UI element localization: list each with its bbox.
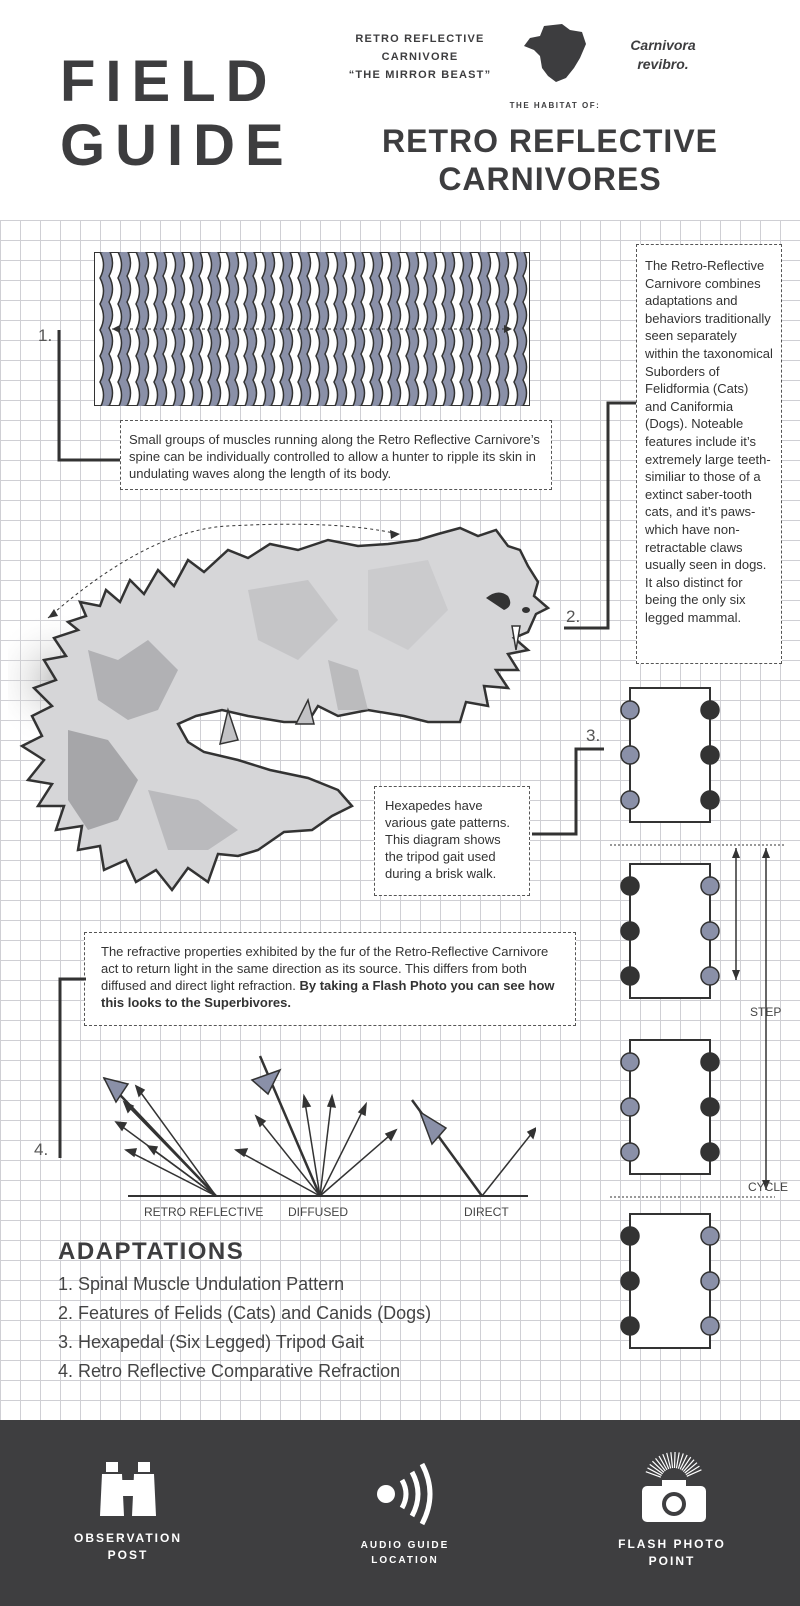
gait-foot: [621, 791, 639, 809]
page-title: [60, 50, 294, 178]
gait-foot: [621, 922, 639, 940]
scientific-line-1: Carnivora: [630, 37, 696, 53]
scientific-line-2: revibro.: [637, 56, 689, 72]
connector-3: [528, 746, 608, 840]
binoculars-icon: [98, 1460, 158, 1518]
habitat-label: THE HABITAT OF:: [509, 101, 601, 110]
observation-post-label: [38, 1530, 218, 1564]
flash-line-1: FLASH PHOTO: [618, 1537, 726, 1551]
common-name-line-1: RETRO REFLECTIVE: [355, 33, 485, 45]
tripod-gait-diagram: [600, 680, 800, 1360]
habitat-line-2: CARNIVORES: [438, 161, 662, 197]
gait-foot: [621, 1272, 639, 1290]
habitat-line-1: RETRO REFLECTIVE: [381, 123, 718, 159]
gait-foot: [621, 1227, 639, 1245]
adaptation-item: 3. Hexapedal (Six Legged) Tripod Gait: [58, 1332, 365, 1352]
gait-foot: [621, 1053, 639, 1071]
scientific-name: [608, 36, 718, 74]
section-number-4: 4.: [34, 1140, 49, 1159]
observation-line-1: OBSERVATION: [73, 1531, 182, 1545]
gait-foot: [621, 967, 639, 985]
gait-foot: [621, 877, 639, 895]
section-number-3: 3.: [586, 726, 601, 745]
direct-label: DIRECT: [464, 1205, 509, 1219]
gait-foot: [701, 1317, 719, 1335]
common-name: [340, 30, 500, 84]
undulation-pattern: [94, 252, 530, 406]
title-line-1: FIELD: [60, 49, 278, 114]
gait-frame: [630, 1214, 710, 1348]
gait-foot: [701, 746, 719, 764]
section-2-text: The Retro-Reflective Carnivore combines adaptations and behaviors traditionally seen separately within the taxonomical Suborders of Felidformia (Cats) and Caniformia (Dogs). Noteable features include it’s extremely large teeth- similiar to those of a extinct saber-tooth cats, and it’s paws- which have non-retractable claws usually seen in dogs. It also distinct for being the only six legged mammal.: [636, 244, 782, 664]
gait-cycle-label: CYCLE: [748, 1180, 789, 1194]
header: [0, 0, 800, 221]
adaptations-list: [58, 1270, 431, 1386]
gait-step-label: STEP: [750, 1005, 782, 1019]
retro-reflective-label: RETRO REFLECTIVE: [144, 1205, 264, 1219]
section-number-2: 2.: [566, 607, 581, 626]
adaptations-title: ADAPTATIONS: [58, 1238, 245, 1265]
adaptation-item: 1. Spinal Muscle Undulation Pattern: [58, 1274, 345, 1294]
gait-foot: [701, 1227, 719, 1245]
gait-foot: [621, 1143, 639, 1161]
common-name-line-3: “THE MIRROR BEAST”: [348, 69, 492, 81]
section-1-text: Small groups of muscles running along the Retro Reflective Carnivore’s spine can be individually controlled to allow a hunter to ripple its skin in undulating waves along the length of its body.: [120, 420, 552, 490]
gait-foot: [621, 746, 639, 764]
gait-foot: [621, 701, 639, 719]
gait-foot: [701, 1272, 719, 1290]
flash-photo-label: [582, 1536, 762, 1570]
habitat-title: [360, 122, 740, 198]
gait-foot: [701, 791, 719, 809]
connector-2: [560, 400, 640, 632]
adaptation-item: 4. Retro Reflective Comparative Refraction: [58, 1361, 401, 1381]
gait-foot: [621, 1317, 639, 1335]
common-name-line-2: CARNIVORE: [381, 51, 459, 63]
diffused-label: DIFFUSED: [288, 1205, 348, 1219]
section-4-body: The refractive properties exhibited by the fur of the Retro-Reflective Carnivore act to return light in the same direction as its source. This differs from both diffused and direct light refraction.: [101, 944, 549, 993]
gait-foot: [701, 1098, 719, 1116]
audio-icon: [372, 1458, 442, 1530]
audio-guide-label: [315, 1538, 495, 1568]
observation-line-2: POST: [107, 1548, 149, 1562]
gait-foot: [701, 1143, 719, 1161]
gait-frame: [630, 688, 710, 822]
adaptation-item: 2. Features of Felids (Cats) and Canids (Dogs): [58, 1303, 432, 1323]
footer: [0, 1420, 800, 1606]
gait-frame: [630, 1040, 710, 1174]
section-number-1: 1.: [38, 326, 53, 345]
refraction-diagram: [96, 1050, 536, 1210]
gait-foot: [701, 967, 719, 985]
flash-camera-icon: [636, 1452, 712, 1528]
title-line-2: GUIDE: [60, 113, 294, 178]
gait-foot: [701, 1053, 719, 1071]
gait-foot: [701, 701, 719, 719]
audio-line-1: AUDIO GUIDE: [360, 1540, 450, 1551]
region-map-icon: [522, 22, 588, 84]
section-4-text: [84, 932, 576, 1026]
gait-foot: [621, 1098, 639, 1116]
audio-line-2: LOCATION: [371, 1555, 439, 1566]
connector-1: [56, 328, 126, 464]
section-4-bold: By taking a Flash Photo you can see how this looks to the Superbivores.: [101, 978, 555, 1010]
gait-foot: [701, 922, 719, 940]
connector-4: [56, 976, 90, 1160]
flash-line-2: POINT: [648, 1554, 696, 1568]
section-3-text: Hexapedes have various gate patterns. This diagram shows the tripod gait used during a brisk walk.: [374, 786, 530, 896]
gait-foot: [701, 877, 719, 895]
gait-frame: [630, 864, 710, 998]
